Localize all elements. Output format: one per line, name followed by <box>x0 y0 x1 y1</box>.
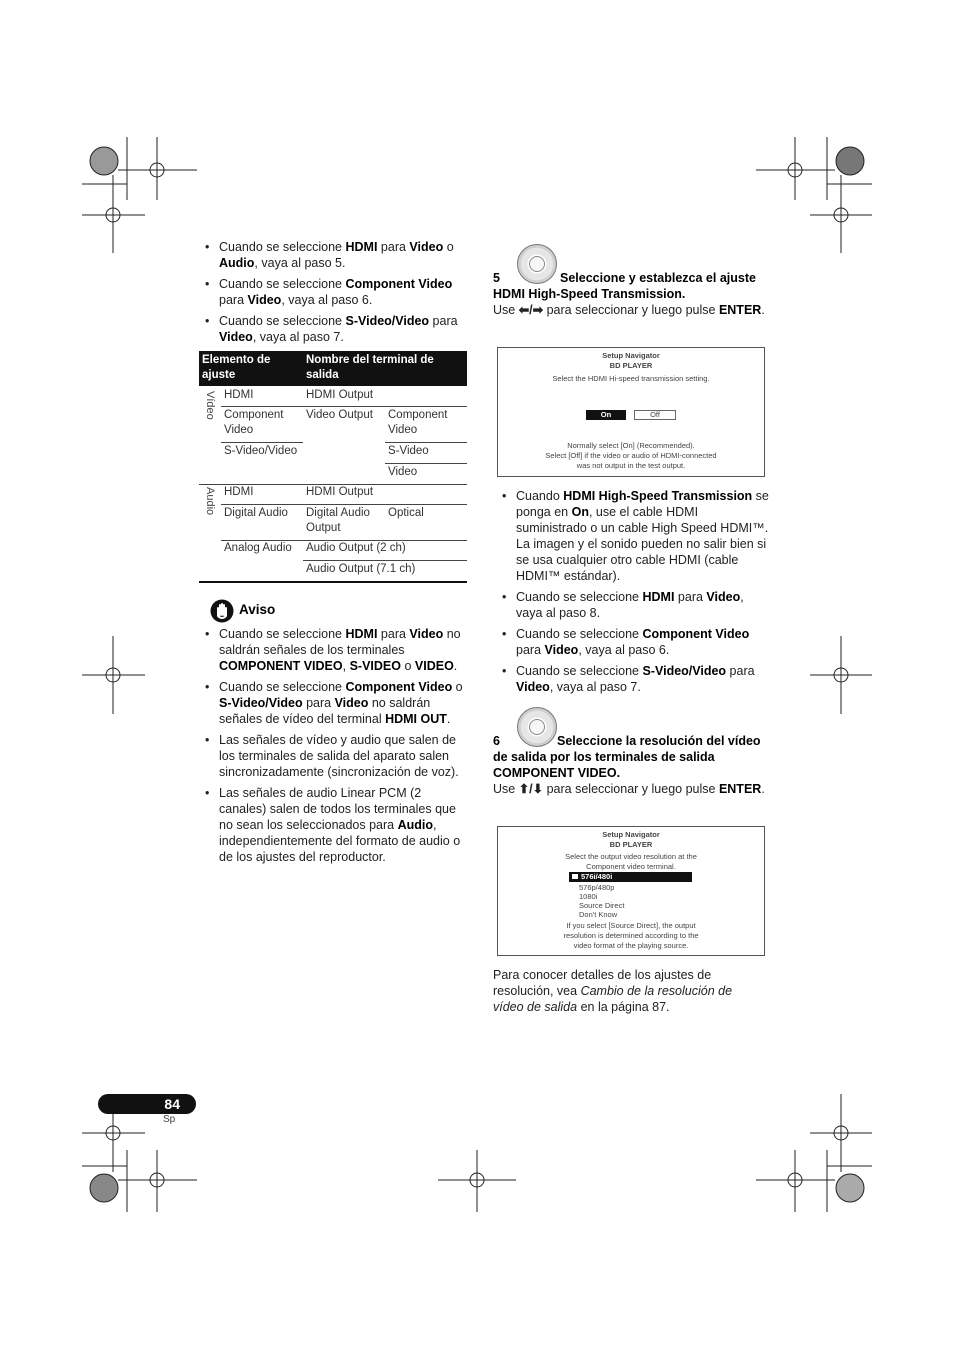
cell: HDMI <box>224 389 254 401</box>
step5-heading <box>493 270 768 302</box>
cross-reference-link[interactable]: Cambio de la resolución de vídeo de salida <box>493 984 733 1014</box>
cell: Component Video <box>388 409 448 436</box>
step5-title: Seleccione y establezca el ajuste HDMI High-Speed Transmission. <box>493 271 756 301</box>
step5-number: 5 <box>493 271 500 285</box>
list-item: • Cuando se seleccione S-Video/Video para Video, vaya al paso 7. <box>200 313 470 345</box>
header-setting-item: Elemento de ajuste <box>202 354 271 381</box>
cell: Video Output <box>306 409 373 421</box>
screen-note: was not output in the test output. <box>576 461 686 470</box>
step6-instruction: Use ⬆/⬇ para seleccionar y luego pulse ENTER. <box>493 782 765 796</box>
cell: HDMI Output <box>306 389 374 401</box>
cell: HDMI <box>224 486 254 498</box>
resolution-option[interactable]: 1080i <box>579 892 598 901</box>
screen-subtitle: BD PLAYER <box>609 361 653 370</box>
resolution-option[interactable]: 576p/480p <box>579 883 615 892</box>
list-item: • Cuando se seleccione S-Video/Video para Video, vaya al paso 7. <box>497 663 769 695</box>
screen-prompt: Select the output video resolution at the <box>565 852 697 861</box>
screen-note: If you select [Source Direct], the output <box>566 921 696 930</box>
cell: Audio Output (2 ch) <box>306 542 406 554</box>
screen-note: resolution is determined according to the <box>563 931 699 940</box>
header-terminal-name: Nombre del terminal de salida <box>306 354 434 381</box>
cell: Digital Audio <box>224 507 288 519</box>
cell: Optical <box>388 507 424 519</box>
list-item: • Las señales de vídeo y audio que salen de los terminales de salida del aparato salen sincronizadamente (sincronización de voz). <box>200 732 470 780</box>
terminal-table <box>199 351 467 583</box>
resolution-option[interactable]: Source Direct <box>579 901 625 910</box>
cell: Audio Output (7.1 ch) <box>306 563 416 575</box>
step6-heading <box>493 733 768 781</box>
left-right-arrow-icon: ⬅/➡ <box>518 303 544 317</box>
cell: Analog Audio <box>224 542 292 554</box>
list-item: • Cuando HDMI High-Speed Transmission se ponga en On, use el cable HDMI suministrado o un cable High Speed HDMI™. La imagen y el sonido pueden no salir bien si se usa cualquier otro cable HDMI (cable HDMI™ estándar). <box>497 488 769 584</box>
group-label-audio: Audio <box>204 487 216 516</box>
screen-subtitle: BD PLAYER <box>609 840 653 849</box>
on-option[interactable]: On <box>586 410 626 420</box>
up-down-arrow-icon: ⬆/⬇ <box>518 782 544 796</box>
screen-prompt: Select the HDMI Hi-speed transmission setting. <box>552 374 710 383</box>
screen-note: Select [Off] if the video or audio of HDMI-connected <box>545 451 717 460</box>
off-option[interactable]: Off <box>634 410 676 420</box>
screen-note: video format of the playing source. <box>573 941 689 950</box>
setup-navigator-screen-hdmi <box>497 347 765 477</box>
screen-note: Normally select [On] (Recommended). <box>567 441 695 450</box>
aviso-bullet-list <box>200 626 470 870</box>
list-item: • Cuando se seleccione HDMI para Video o Audio, vaya al paso 5. <box>200 239 470 271</box>
intro-bullet-list <box>200 239 470 350</box>
cell: Component Video <box>224 409 284 436</box>
closing-paragraph: Para conocer detalles de los ajustes de resolución, vea Cambio de la resolución de vídeo de salida en la página 87. <box>493 968 733 1014</box>
cell: Video <box>388 466 418 478</box>
setup-navigator-screen-resolution <box>497 826 765 956</box>
cell: Digital Audio Output <box>306 507 370 534</box>
group-label-video: Vídeo <box>204 391 216 420</box>
list-item: • Cuando se seleccione HDMI para Video, vaya al paso 8. <box>497 589 769 621</box>
list-item: • Cuando se seleccione Component Video o S-Video/Video para Video no saldrán señales de vídeo del terminal HDMI OUT. <box>200 679 470 727</box>
screen-prompt: Component video terminal. <box>586 862 676 871</box>
step5-instruction: Use ⬅/➡ para seleccionar y luego pulse ENTER. <box>493 303 765 317</box>
step6-title: Seleccione la resolución del vídeo de salida por los terminales de salida COMPONENT VIDEO. <box>493 734 761 780</box>
cell: S-Video/Video <box>224 445 298 457</box>
list-item: • Cuando se seleccione Component Video para Video, vaya al paso 6. <box>497 626 769 658</box>
page-number: 84 <box>98 1094 196 1114</box>
aviso-title: Aviso <box>239 602 276 617</box>
hdmi-bullet-list <box>497 488 769 700</box>
hand-stop-icon <box>210 599 234 623</box>
resolution-option-selected[interactable]: 576i/480i <box>569 872 692 882</box>
step6-number: 6 <box>493 734 500 748</box>
screen-title: Setup Navigator <box>602 351 660 360</box>
cell: HDMI Output <box>306 486 374 498</box>
resolution-option[interactable]: Don't Know <box>579 910 618 919</box>
table-header <box>199 351 467 386</box>
cell: S-Video <box>388 445 429 457</box>
screen-title: Setup Navigator <box>602 830 660 839</box>
list-item: • Cuando se seleccione HDMI para Video no saldrán señales de los terminales COMPONENT VIDEO, S-VIDEO o VIDEO. <box>200 626 470 674</box>
page-language: Sp <box>163 1114 176 1125</box>
list-item: • Cuando se seleccione Component Video para Video, vaya al paso 6. <box>200 276 470 308</box>
list-item: • Las señales de audio Linear PCM (2 canales) salen de todos los terminales que no sean los seleccionados para Audio, independientemente del formato de audio o de los ajustes del reproductor. <box>200 785 470 865</box>
